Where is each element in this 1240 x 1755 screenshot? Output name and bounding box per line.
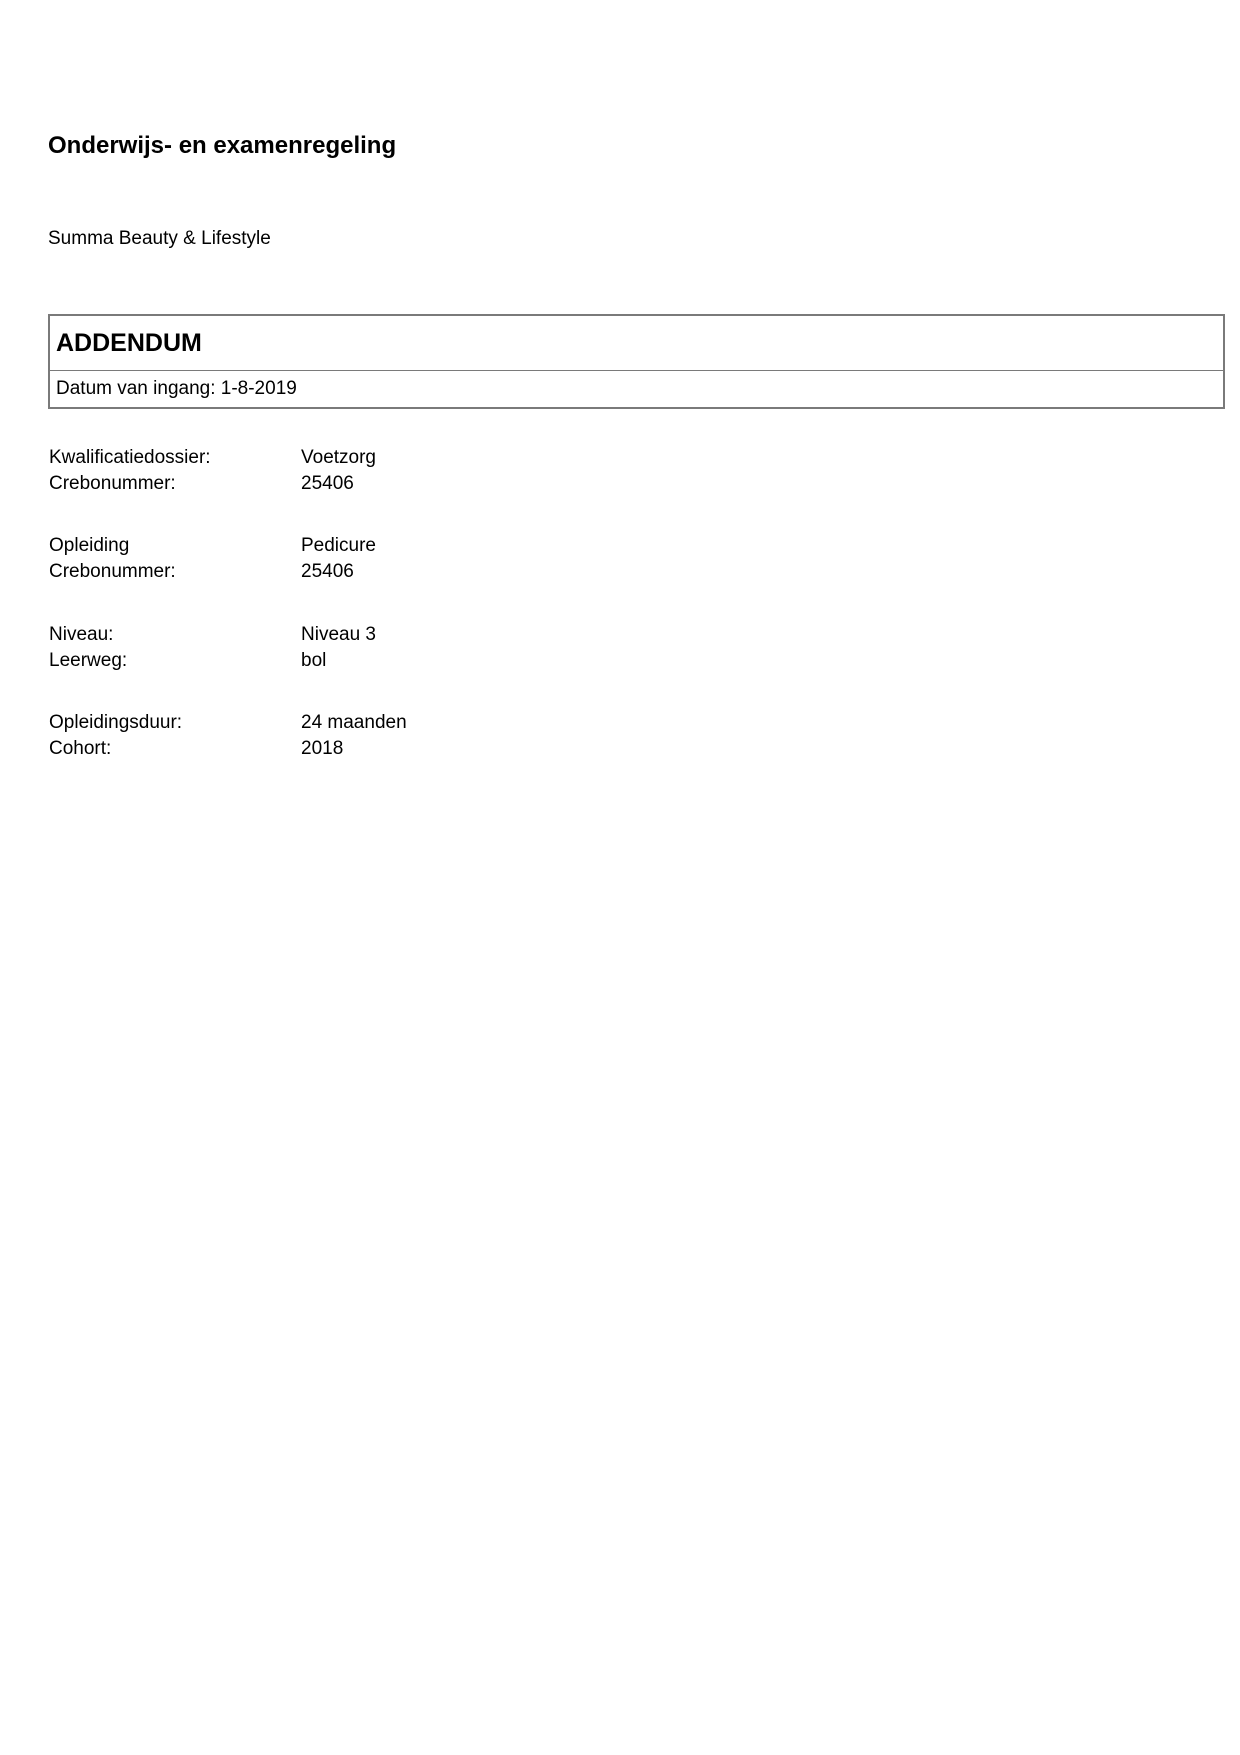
info-value: bol: [301, 650, 327, 671]
page-title: Onderwijs- en examenregeling: [48, 132, 397, 159]
institution-name: Summa Beauty & Lifestyle: [48, 228, 271, 249]
info-row: [49, 622, 376, 648]
level-group: [49, 622, 376, 674]
info-label: Crebonummer:: [49, 473, 176, 494]
info-label: Cohort:: [49, 738, 112, 759]
info-value: 24 maanden: [301, 712, 407, 733]
effective-date: Datum van ingang: 1-8-2019: [56, 378, 297, 399]
info-row: [49, 710, 407, 736]
info-row: [49, 559, 376, 585]
info-label: Kwalificatiedossier:: [49, 447, 211, 468]
info-row: [49, 736, 407, 762]
info-value: Voetzorg: [301, 447, 376, 468]
info-value: Pedicure: [301, 535, 376, 556]
info-value: Niveau 3: [301, 624, 376, 645]
info-value: 25406: [301, 473, 354, 494]
addendum-box: [48, 314, 1225, 409]
info-row: [49, 533, 376, 559]
info-label: Opleiding: [49, 535, 130, 556]
info-label: Leerweg:: [49, 650, 128, 671]
qualification-group: [49, 445, 376, 497]
info-row: [49, 471, 376, 497]
info-value: 2018: [301, 738, 344, 759]
info-label: Crebonummer:: [49, 561, 176, 582]
info-label: Niveau:: [49, 624, 114, 645]
info-label: Opleidingsduur:: [49, 712, 183, 733]
info-row: [49, 445, 376, 471]
duration-group: [49, 710, 407, 762]
addendum-heading: ADDENDUM: [50, 316, 1223, 371]
info-row: [49, 648, 376, 674]
info-value: 25406: [301, 561, 354, 582]
program-group: [49, 533, 376, 585]
